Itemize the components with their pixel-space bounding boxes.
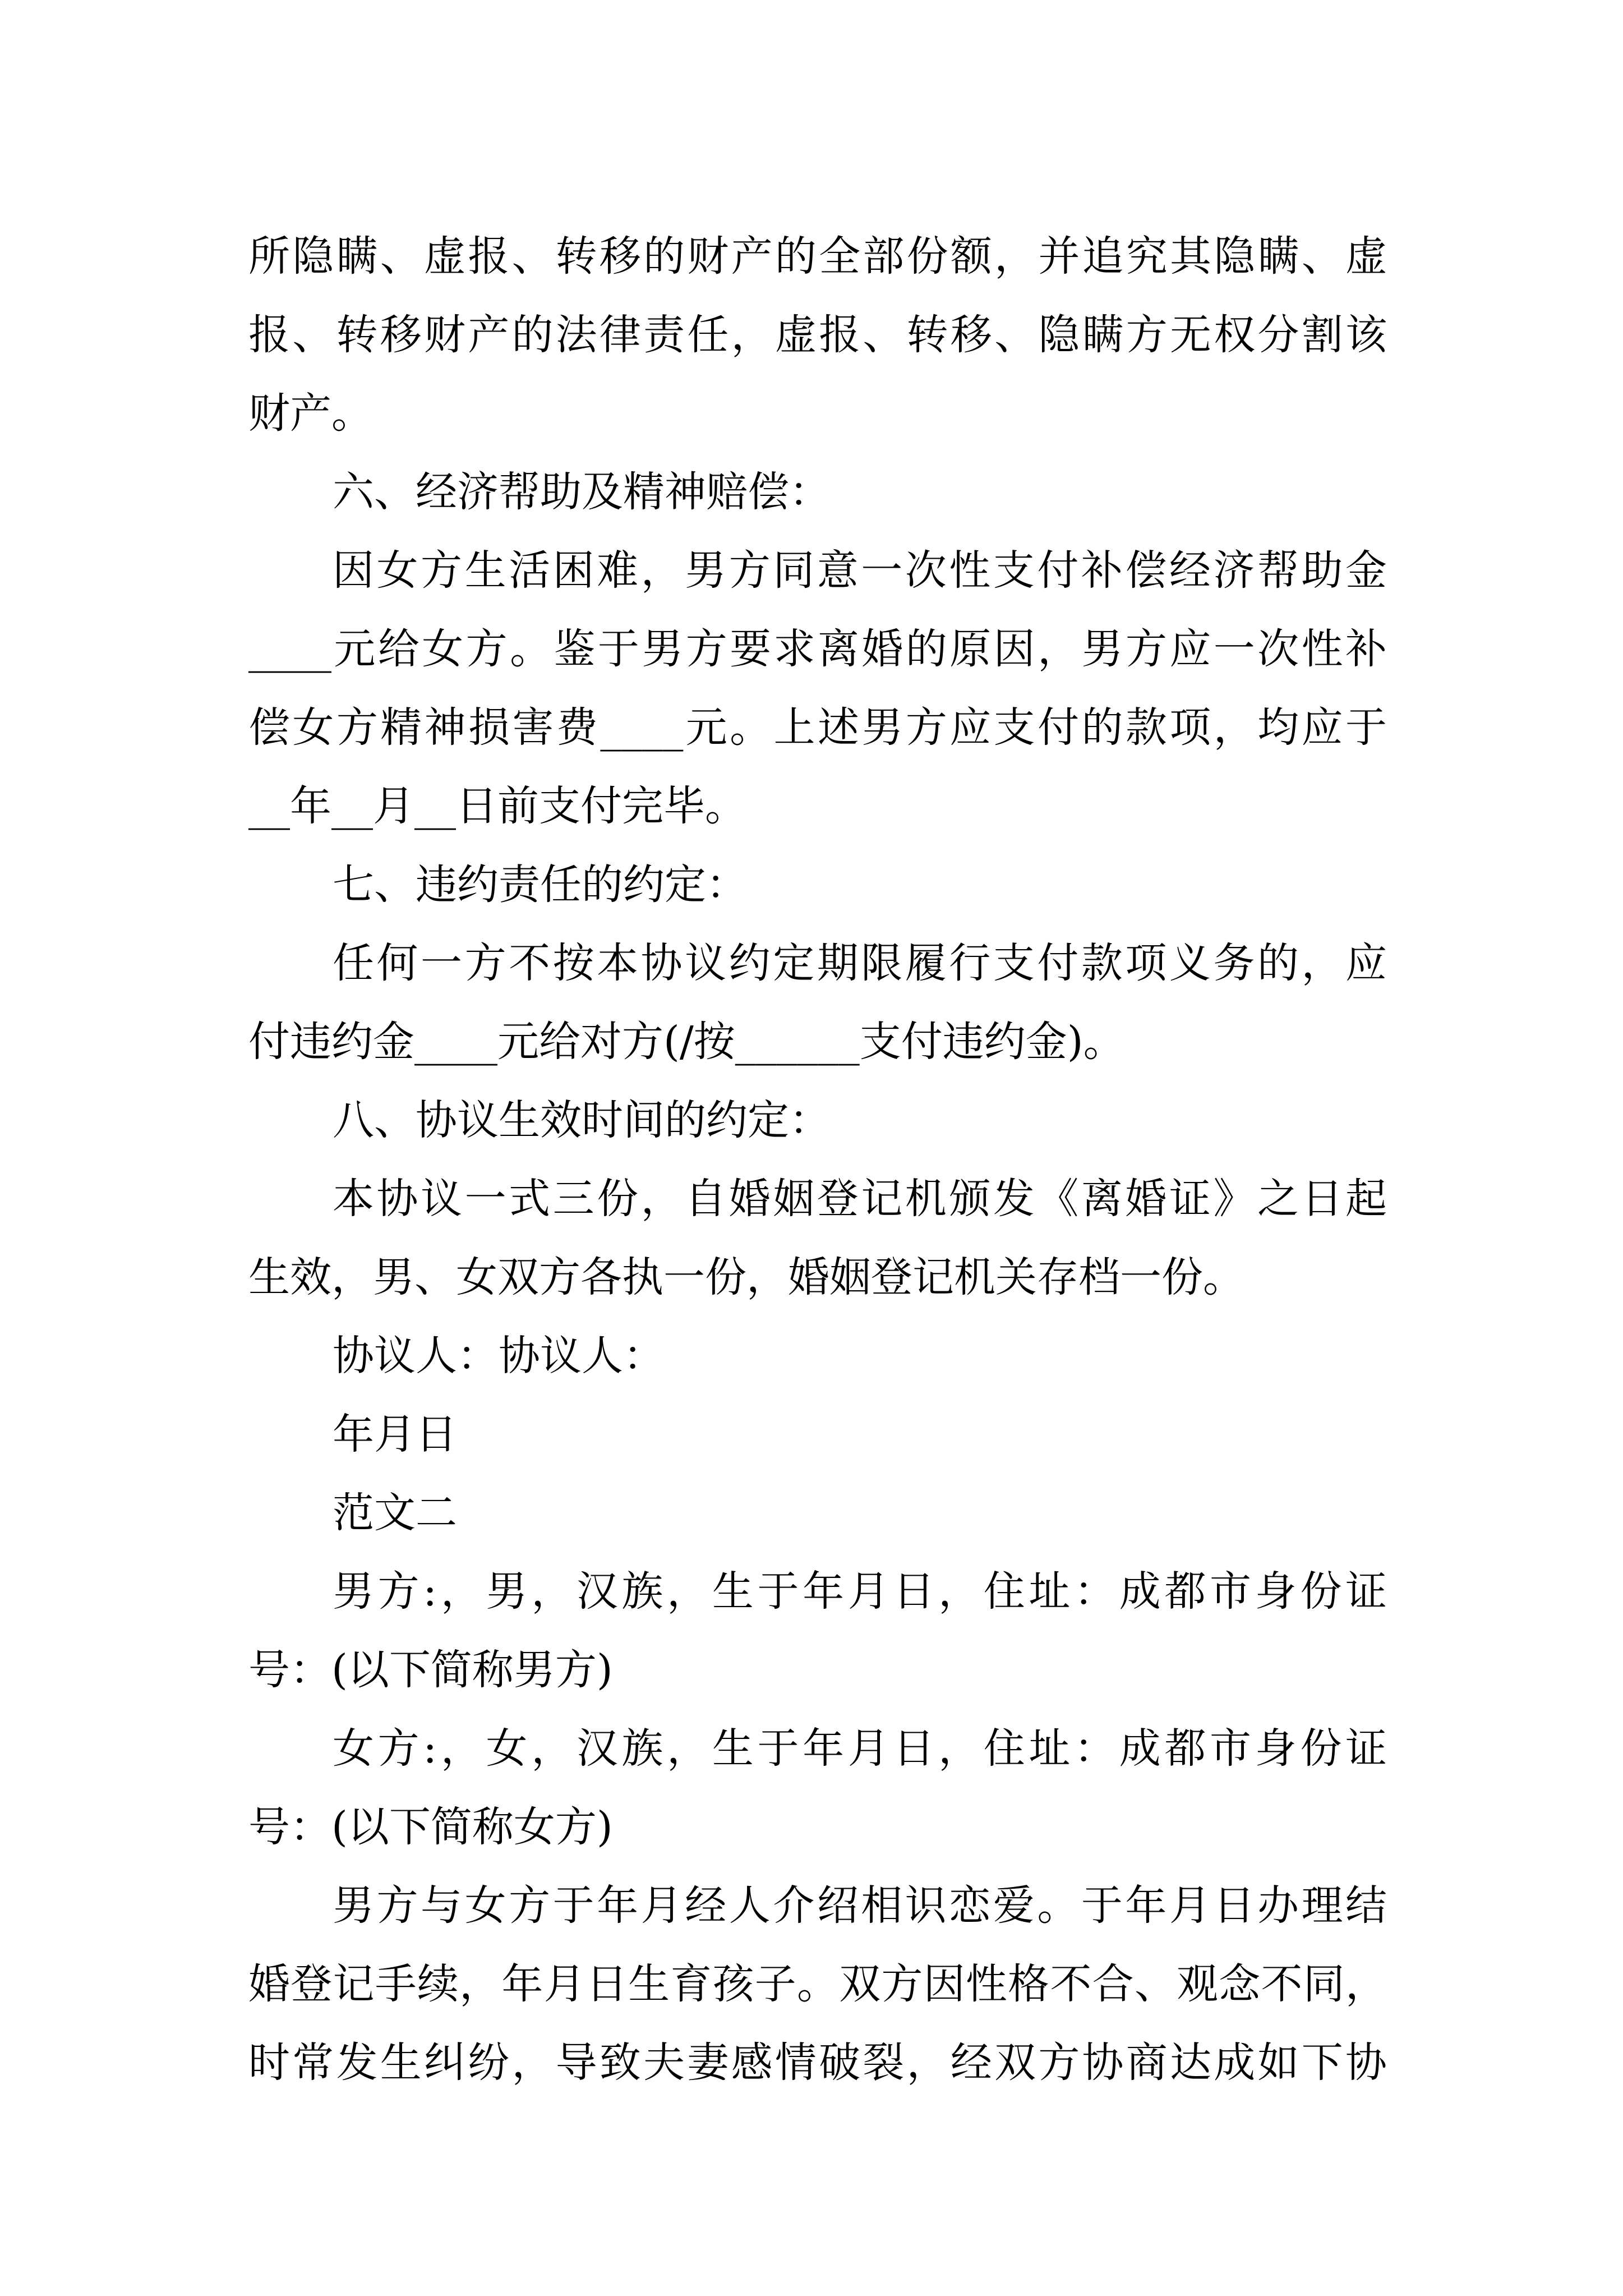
party-male-line: 男方:，男，汉族，生于年月日，住址：成都市身份证 (333, 1567, 1387, 1616)
paragraph-line: 任何一方不按本协议约定期限履行支付款项义务的，应 (333, 939, 1387, 987)
section-heading: 七、违约责任的约定： (333, 861, 748, 909)
paragraph-line: __年__月__日前支付完毕。 (248, 782, 746, 830)
sample-title: 范文二 (333, 1489, 457, 1537)
document-body (248, 217, 1387, 2102)
party-female-line: 女方:，女，汉族，生于年月日，住址：成都市身份证 (333, 1724, 1387, 1773)
paragraph-line: ____元给女方。鉴于男方要求离婚的原因，男方应一次性补 (248, 625, 1387, 673)
paragraph-line: 婚登记手续，年月日生育孩子。双方因性格不合、观念不同， (248, 1960, 1387, 2008)
paragraph-line: 报、转移财产的法律责任，虚报、转移、隐瞒方无权分割该 (248, 311, 1387, 359)
paragraph-line: 因女方生活困难，男方同意一次性支付补偿经济帮助金 (333, 546, 1387, 595)
signature-line: 协议人：协议人： (333, 1332, 665, 1380)
section-heading: 六、经济帮助及精神赔偿： (333, 468, 831, 516)
paragraph-line: 付违约金____元给对方(/按______支付违约金)。 (248, 1018, 1125, 1066)
section-heading: 八、协议生效时间的约定： (333, 1096, 831, 1144)
paragraph-line: 财产。 (248, 389, 373, 438)
paragraph-line: 时常发生纠纷，导致夫妻感情破裂，经双方协商达成如下协 (248, 2039, 1387, 2087)
party-male-line: 号：(以下简称男方) (248, 1646, 613, 1694)
paragraph-line: 偿女方精神损害费____元。上述男方应支付的款项，均应于 (248, 703, 1387, 752)
paragraph-line: 生效，男、女双方各执一份，婚姻登记机关存档一份。 (248, 1253, 1244, 1301)
party-female-line: 号：(以下简称女方) (248, 1803, 613, 1851)
date-line: 年月日 (333, 1410, 457, 1458)
paragraph-line: 男方与女方于年月经人介绍相识恋爱。于年月日办理结 (333, 1881, 1387, 1930)
paragraph-line: 本协议一式三份，自婚姻登记机颁发《离婚证》之日起 (333, 1175, 1387, 1223)
paragraph-line: 所隐瞒、虚报、转移的财产的全部份额，并追究其隐瞒、虚 (248, 232, 1387, 280)
